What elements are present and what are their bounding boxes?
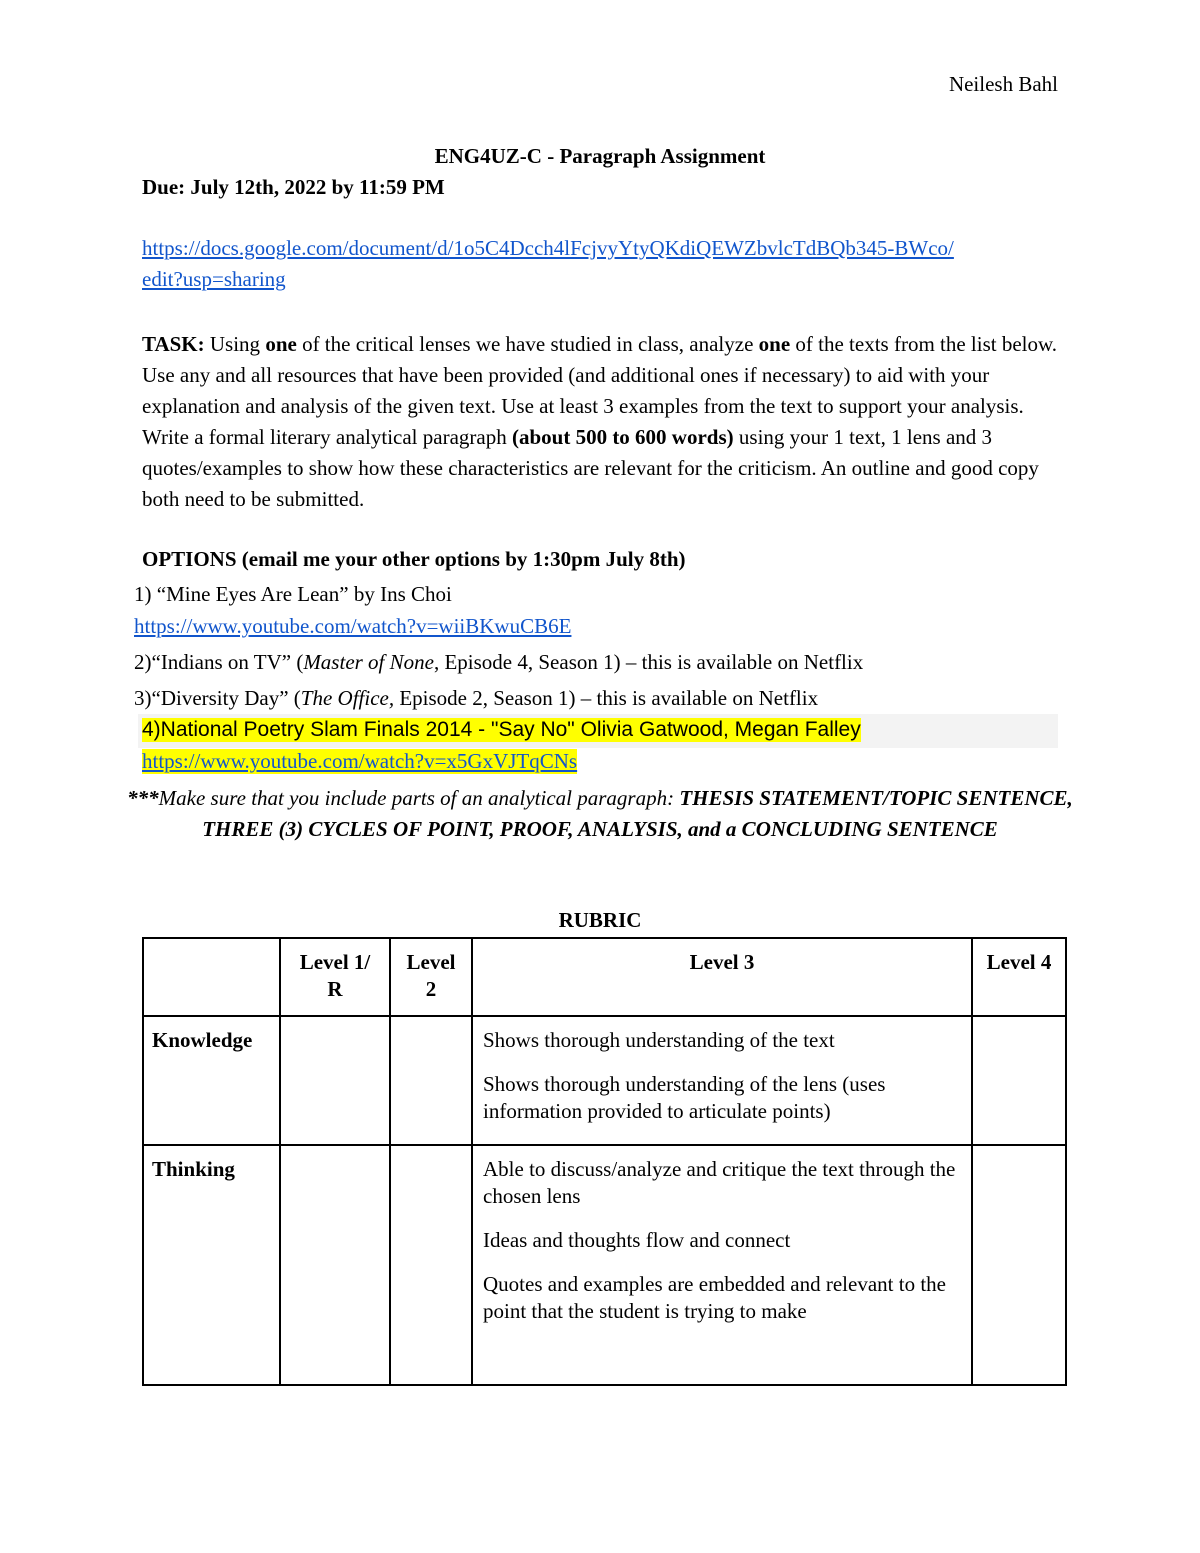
option-4-link[interactable]: https://www.youtube.com/watch?v=x5GxVJTqCNs <box>142 749 578 773</box>
criterion: Shows thorough understanding of the lens (uses information provided to articulate points) <box>483 1072 886 1123</box>
rubric-cell <box>390 1016 472 1145</box>
option-3-show: The Office, <box>300 686 395 710</box>
task-text: of the critical lenses we have studied in class, analyze <box>296 332 759 356</box>
rubric-title: RUBRIC <box>558 908 642 932</box>
due-date: Due: July 12th, 2022 by 11:59 PM <box>142 175 445 199</box>
rubric-row-knowledge <box>143 1016 1066 1145</box>
note-parts: THESIS STATEMENT/TOPIC SENTENCE, THREE (3) CYCLES OF POINT, PROOF, ANALYSIS, and a CONCLUDING SENTENCE <box>202 786 1073 841</box>
rubric-cell <box>280 1016 390 1145</box>
option-2 <box>134 650 863 675</box>
rubric-category: Knowledge <box>143 1016 280 1145</box>
option-2-show: Master of None <box>303 650 434 674</box>
option-1-link[interactable]: https://www.youtube.com/watch?v=wiiBKwuCB6E <box>134 614 572 638</box>
task-text: Using <box>204 332 266 356</box>
task-text: of the texts from the list below. Use any and all resources that have been provided (and additional ones if necessary) to aid with your explanation and analysis of the given text. Use at least 3 examples from the text to support your analysis. Write a formal literary analytical paragraph <box>142 332 1058 449</box>
rubric-header-row <box>143 938 1066 1016</box>
instruction-note <box>100 783 1100 845</box>
rubric-header-cell: Level 4 <box>972 938 1066 1016</box>
rubric-header-cell: Level 1/ R <box>280 938 390 1016</box>
rubric-category: Thinking <box>143 1145 280 1385</box>
option-1: 1) “Mine Eyes Are Lean” by Ins Choi <box>134 582 452 606</box>
rubric-criteria <box>472 1016 972 1145</box>
rubric-cell <box>390 1145 472 1385</box>
criterion: Quotes and examples are embedded and relevant to the point that the student is trying to make <box>483 1272 946 1323</box>
doc-link-line2[interactable]: edit?usp=sharing <box>142 267 286 291</box>
task-label: TASK: <box>142 332 205 356</box>
rubric-cell <box>972 1145 1066 1385</box>
option-4: 4)National Poetry Slam Finals 2014 - "Say No" Olivia Gatwood, Megan Falley <box>142 718 861 741</box>
task-emphasis: one <box>758 332 791 356</box>
rubric-row-thinking <box>143 1145 1066 1385</box>
rubric-cell <box>280 1145 390 1385</box>
rubric-header-cell <box>143 938 280 1016</box>
author-name: Neilesh Bahl <box>948 72 1058 96</box>
word-count: (about 500 to 600 words) <box>511 425 734 449</box>
option-3 <box>134 686 818 711</box>
task-emphasis: one <box>265 332 297 356</box>
criterion: Able to discuss/analyze and critique the text through the chosen lens <box>483 1157 956 1208</box>
criterion: Ideas and thoughts flow and connect <box>483 1228 791 1252</box>
criterion: Shows thorough understanding of the text <box>483 1028 835 1052</box>
option-2-text: 2)“Indians on TV” ( <box>134 650 304 674</box>
task-text: using your 1 text, 1 lens and 3 quotes/examples to show how these characteristics are relevant for the criticism. An outline and good copy both need to be submitted. <box>142 425 1039 511</box>
option-2-text: , Episode 4, Season 1) – this is available on Netflix <box>433 650 864 674</box>
options-heading: OPTIONS (email me your other options by 1:30pm July 8th) <box>142 547 686 571</box>
option-3-text: Episode 2, Season 1) – this is available on Netflix <box>394 686 819 710</box>
page-title: ENG4UZ-C - Paragraph Assignment <box>434 144 766 168</box>
rubric-header-cell: Level 2 <box>390 938 472 1016</box>
task-paragraph <box>142 329 1062 515</box>
rubric-table <box>142 937 1067 1386</box>
note-stars: *** <box>127 786 159 810</box>
note-lead: Make sure that you include parts of an analytical paragraph: <box>158 786 680 810</box>
doc-link-line1[interactable]: https://docs.google.com/document/d/1o5C4Dcch4lFcjvyYtyQKdiQEWZbvlcTdBQb345-BWco/ <box>142 236 954 260</box>
option-3-text: 3)“Diversity Day” ( <box>134 686 301 710</box>
rubric-header-cell: Level 3 <box>472 938 972 1016</box>
rubric-cell <box>972 1016 1066 1145</box>
rubric-criteria <box>472 1145 972 1385</box>
